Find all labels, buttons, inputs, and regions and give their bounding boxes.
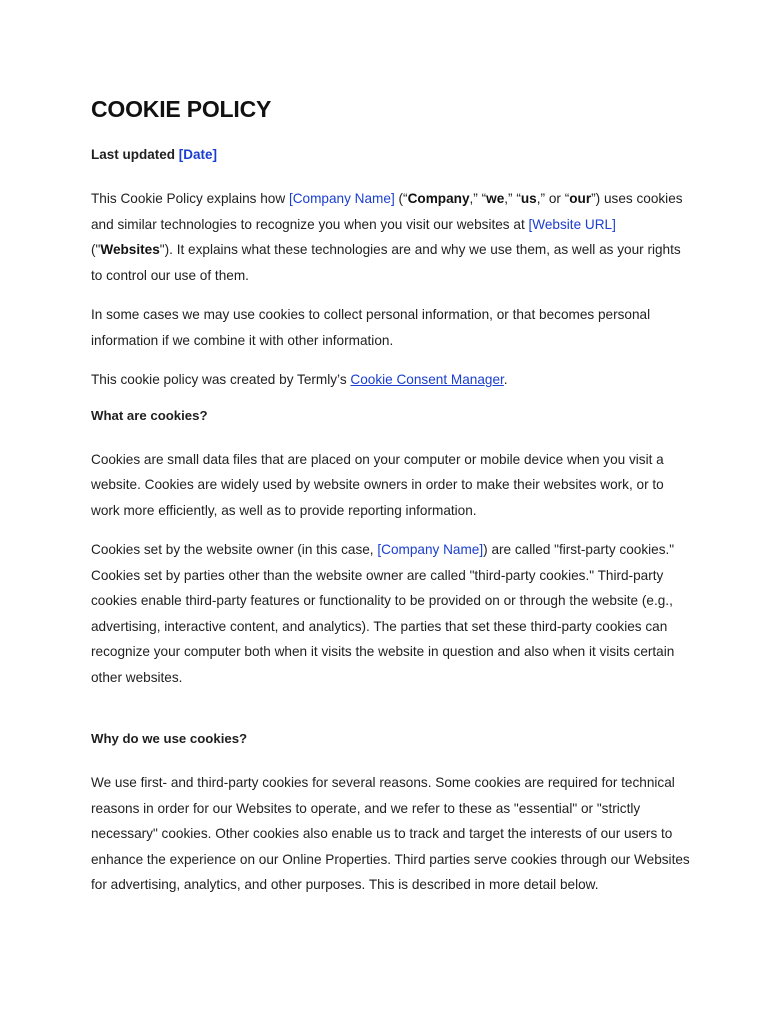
- why-use-cookies-paragraph-1: We use first- and third-party cookies for several reasons. Some cookies are required for technical reasons in order for our Websites to operate, and we refer to these as "essential" or "strictly necessary" cookies. Other cookies also enable us to track and target the interests of our users to enhance the experience on our Online Properties. Third parties serve cookies through our Websites for advertising, analytics, and other purposes. This is described in more detail below.: [91, 775, 690, 892]
- cookie-consent-manager-link[interactable]: Cookie Consent Manager: [350, 372, 504, 387]
- websites-term: Websites: [100, 242, 160, 257]
- our-term: our: [569, 191, 592, 206]
- what-are-cookies-paragraph-1: Cookies are small data files that are placed on your computer or mobile device when you visit a website. Cookies are widely used by website owners in order to make their websites work, or to work more efficiently, as well as to provide reporting information.: [91, 451, 664, 518]
- intro-paragraph-3: This cookie policy was created by Termly’s Cookie Consent Manager.: [91, 372, 508, 387]
- page-title: COOKIE POLICY: [91, 96, 272, 122]
- date-placeholder: [Date]: [178, 147, 218, 162]
- intro-paragraph-2: In some cases we may use cookies to collect personal information, or that becomes personal information if we combine it with other information.: [91, 307, 651, 348]
- company-name-placeholder: [Company Name]: [377, 542, 484, 557]
- website-url-placeholder: [Website URL]: [528, 216, 616, 232]
- we-term: we: [486, 191, 505, 206]
- what-are-cookies-paragraph-2: Cookies set by the website owner (in this case, [Company Name]) are called "first-party cookies." Cookies set by parties other than the website owner are called "third-party cookies." Third-party cookies enable third-party features or functionality to be provided on or through the website (e.g., advertising, interactive content, and analytics). The parties that set these third-party cookies can recognize your computer both when it visits the website in question and also when it visits certain other websites.: [91, 542, 675, 685]
- last-updated-label: Last updated: [91, 147, 176, 162]
- last-updated: [91, 146, 770, 164]
- what-are-cookies-heading: What are cookies?: [91, 407, 208, 423]
- intro-paragraph-1: This Cookie Policy explains how [Company Name] (“Company,” “we,” “us,” or “our”) uses cookies and similar technologies to recognize you when you visit our websites at [Website URL] ("Websites"). It explains what these technologies are and why we use them, as well as your rights to control our use of them.: [91, 191, 683, 283]
- us-term: us: [520, 191, 537, 206]
- company-term: Company: [407, 191, 470, 206]
- company-name-placeholder: [Company Name]: [288, 191, 395, 206]
- why-use-cookies-heading: Why do we use cookies?: [91, 731, 248, 746]
